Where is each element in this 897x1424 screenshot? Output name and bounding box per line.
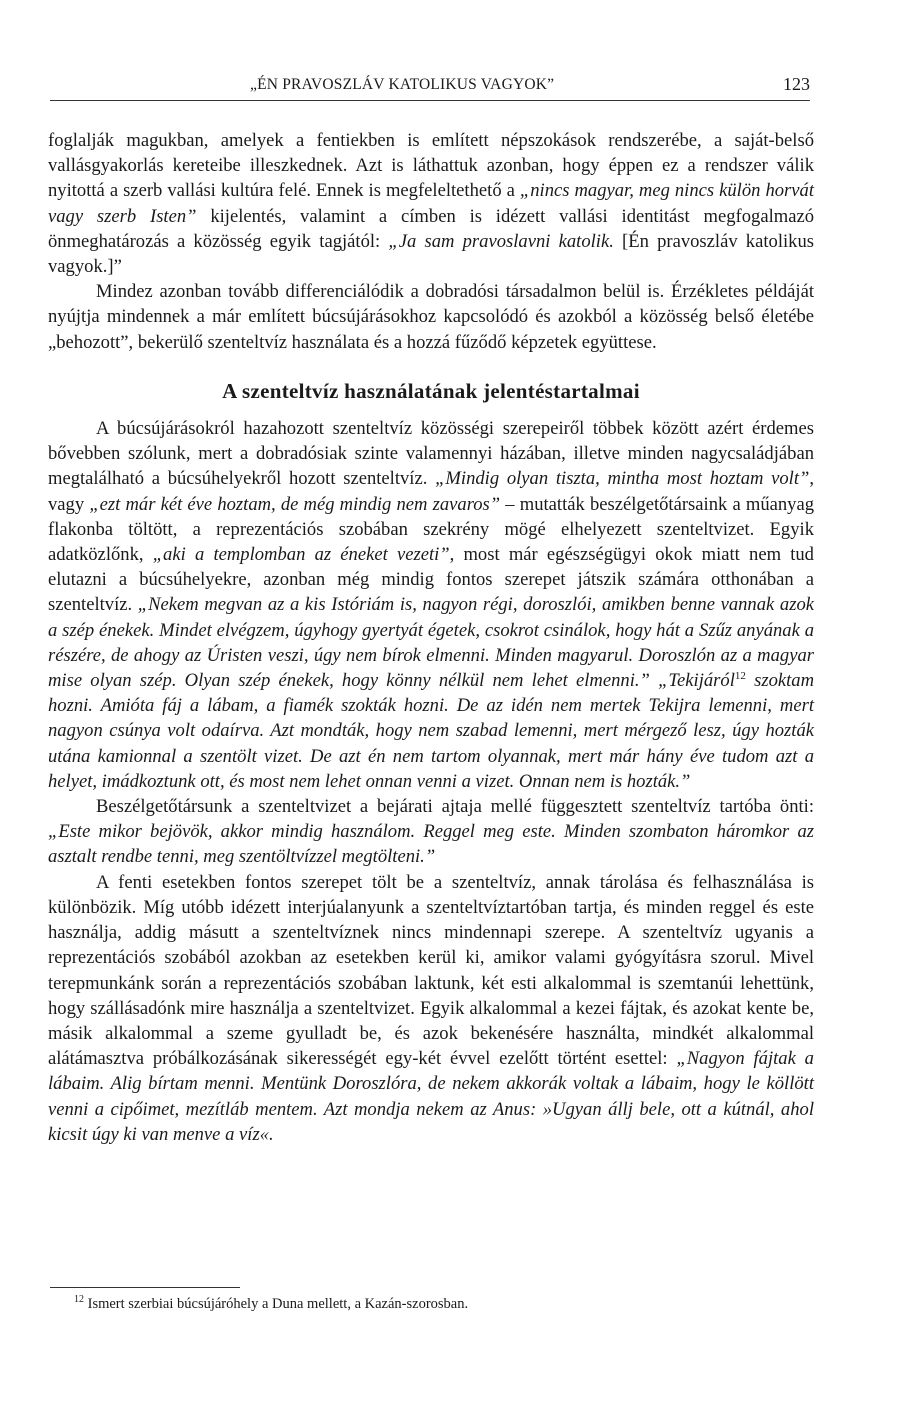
p3-text-4: , most már egészségügyi okok miatt nem tud elutazni a búcsúhelyekre, azonban még mindig fontos szerepet játszik számára otthonában a szenteltvíz. bbox=[48, 544, 814, 616]
paragraph-4 bbox=[48, 794, 814, 870]
page-number: 123 bbox=[783, 74, 810, 94]
p3-text-5 bbox=[650, 670, 658, 691]
p3-quote-5: „Tekijáról bbox=[658, 670, 735, 692]
p3-quote-1: „Mindig olyan tiszta, mintha most hoztam volt” bbox=[435, 468, 810, 490]
footnote-ref[interactable]: 12 bbox=[734, 669, 746, 682]
main-text bbox=[48, 128, 814, 1147]
p3-quote-4: „Nekem megvan az a kis Istóriám is, nagyon régi, doroszlói, amikben benne vannak azok a szép énekek. Mindet elvégzem, úgyhogy gyertyát égetek, csokrot csinálok, hogy hát a Szűz anyának a részére, de ahogy az Úristen veszi, úgy nem bírok elmenni. Minden magyarul. Doroszlón az a magyar mise olyan szép. Olyan szép énekek, hogy könny nélkül nem lehet elmenni.” bbox=[48, 594, 814, 692]
p3-text-1: A búcsújárásokról hazahozott szenteltvíz közösségi szerepeiről többek között azért érdemes bővebben szólunk, mert a dobradósiak szinte valamennyi házában, illetve minden nagycsaládjában megtalálható a búcsúhelyekről hozott szenteltvíz. bbox=[48, 418, 814, 490]
p5-text-1: A fenti esetekben fontos szerepet tölt be a szenteltvíz, annak tárolása és felhasználása is különbözik. Míg utóbb idézett interjúalanyunk a szenteltvíztartóban tartja, és minden reggel és este használja, addig másutt a szenteltvíznek nincs mindennapi szerepe. A szenteltvíz ugyanis a reprezentációs szobából azokban az esetekben kerül ki, amikor valami gyógyításra szorul. Mivel terepmunkánk során a reprezentációs szobában laktunk, két esti alkalommal is szemtanúi lehettünk, hogy szállásadónk mire használja a szenteltvizet. Egyik alkalommal a kezei fájtak, és azokat kente be, másik alkalommal a szeme gyulladt be, és azok bekenésére használta, mindkét alkalommal alátámasztva próbálkozásának sikerességét egy-két évvel ezelőtt történt esettel: bbox=[48, 871, 814, 1070]
p1-quote-1: „nincs magyar, meg nincs külön horvát vagy szerb Isten” bbox=[48, 180, 814, 227]
p1-quote-2: „Ja sam pravoslavni katolik. bbox=[388, 230, 614, 252]
p3-text-3: – mutatták beszélgetőtársaink a műanyag flakonba töltött, a reprezentációs szobában szekrény mögé elhelyezett szenteltvizet. Egyik adatközlőnk, bbox=[48, 493, 815, 566]
p3-quote-6: szoktam hozni. Amióta fáj a lábam, a fiamék szokták hozni. De az idén nem mertek Tekijra lemenni, mert nagyon csúnya volt odaírva. Azt mondták, hogy nem szabad lemenni, mert mérgező lesz, úgy hozták utána kamionnal a szentölt vizet. De azt én nem tartom olyannak, mert már hány éve tudom azt a helyet, imádkoztunk ott, és most nem lehet onnan venni a vizet. Onnan nem is hozták.” bbox=[48, 670, 815, 792]
paragraph-2: Mindez azonban tovább differenciálódik a dobradósi társadalmon belül is. Érzékletes példáját nyújtja mindennek a már említett búcsújárásokhoz kapcsolódó és azokból a közösség belső életébe „behozott”, bekerülő szenteltvíz használata és a hozzá fűződő képzetek együttese. bbox=[48, 281, 814, 353]
footnote-number: 12 bbox=[74, 1294, 84, 1306]
section-title: A szenteltvíz használatának jelentéstartalmai bbox=[222, 378, 640, 403]
footnote bbox=[74, 1296, 794, 1313]
paragraph-5 bbox=[48, 870, 814, 1147]
p3-text-2: , vagy bbox=[48, 468, 815, 515]
running-header-title: „ÉN PRAVOSZLÁV KATOLIKUS VAGYOK” bbox=[250, 76, 555, 93]
p5-quote-1: „Nagyon fájtak a lábaim. Alig bírtam menni. Mentünk Doroszlóra, de nekem akkorák voltak a lábaim, hogy le köllött venni a cipőimet, mezítláb mentem. Azt mondja nekem az Anus: »Ugyan állj bele, ott a kútnál, ahol kicsit úgy ki van menve a víz«. bbox=[48, 1048, 814, 1145]
p1-text-3: [Én pravoszláv katolikus vagyok.]” bbox=[48, 230, 814, 278]
p1-text-1: foglalják magukban, amelyek a fentiekben is említett népszokások rendszerébe, a saját-belső vallásgyakorlás kereteibe illeszkednek. Azt is láthattuk azonban, hogy éppen ez a rendszer válik nyitottá a szerb vallási kultúra felé. Ennek is megfeleltethető a bbox=[48, 130, 814, 202]
paragraph-3 bbox=[48, 416, 814, 794]
paragraph-1 bbox=[48, 128, 814, 279]
p4-quote-1: „Este mikor bejövök, akkor mindig használom. Reggel meg este. Minden szombaton háromkor az asztalt rendbe tenni, meg szentöltvízzel megtölteni.” bbox=[48, 821, 814, 868]
p3-quote-2: „ezt már két éve hoztam, de még mindig nem zavaros” bbox=[89, 493, 501, 515]
footnote-text: Ismert szerbiai búcsújáróhely a Duna mellett, a Kazán-szorosban. bbox=[84, 1296, 469, 1312]
p4-text-1: Beszélgetőtársunk a szenteltvizet a bejárati ajtaja mellé függesztett szenteltvíz tartóba önti: bbox=[96, 796, 814, 818]
footnote-divider bbox=[50, 1287, 240, 1288]
p1-text-2: kijelentés, valamint a címben is idézett vallási identitást megfogalmazó önmeghatározás a közösség egyik tagjától: bbox=[48, 205, 815, 252]
p3-quote-3: „aki a templomban az éneket vezeti” bbox=[152, 544, 450, 566]
running-header bbox=[50, 74, 810, 101]
